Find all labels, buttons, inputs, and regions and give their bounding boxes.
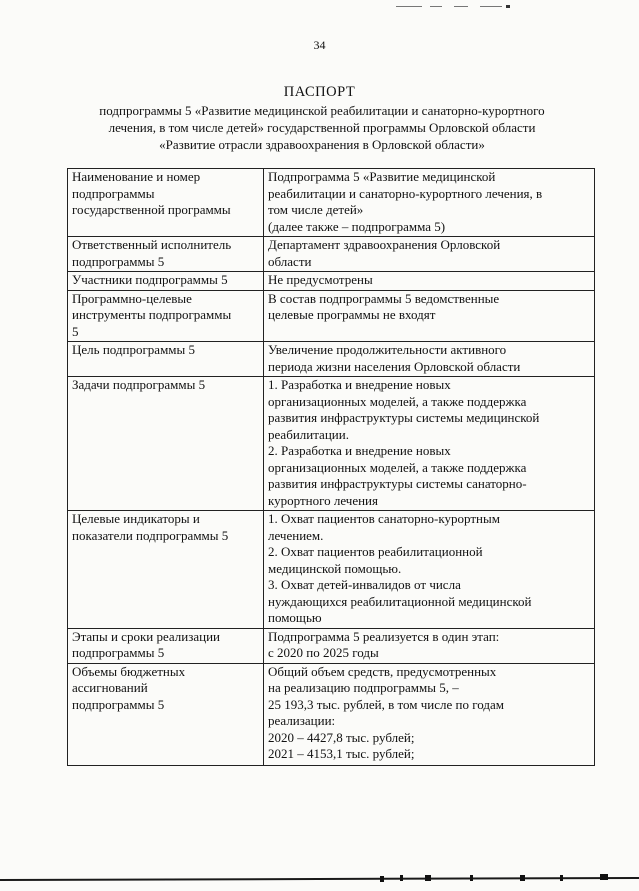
label-line: ассигнований	[72, 680, 148, 695]
value-line: Департамент здравоохранения Орловской	[268, 237, 501, 252]
passport-row-label	[68, 377, 264, 511]
value-line: (далее также – подпрограмма 5)	[268, 218, 446, 234]
value-line: 2021 – 4153,1 тыс. рублей;	[268, 746, 415, 761]
label-line: подпрограммы 5	[72, 645, 165, 660]
label-line: Цель подпрограммы 5	[72, 342, 196, 357]
value-line: помощью	[268, 610, 322, 625]
passport-row-label	[68, 342, 264, 377]
passport-row	[68, 663, 595, 765]
label-line: государственной программы	[72, 202, 231, 217]
label-line: Участники подпрограммы 5	[72, 272, 228, 287]
value-line: Подпрограмма 5 реализуется в один этап:	[268, 628, 500, 644]
passport-row-label	[68, 511, 264, 629]
value-line: реализации:	[268, 713, 336, 728]
value-line: том числе детей»	[268, 202, 364, 217]
passport-row	[68, 169, 595, 237]
label-line: Ответственный исполнитель	[72, 237, 232, 252]
passport-row-label	[68, 663, 264, 765]
value-line: 2. Разработка и внедрение новых	[268, 443, 451, 458]
label-line: Наименование и номер	[72, 169, 201, 184]
passport-row	[68, 237, 595, 272]
passport-row	[68, 377, 595, 511]
subtitle-line: лечения, в том числе детей» государственной программы Орловской области	[108, 120, 536, 135]
value-line: 1. Охват пациентов санаторно-курортным	[268, 511, 500, 526]
label-line: 5	[72, 323, 79, 339]
page-title: ПАСПОРТ	[283, 84, 356, 100]
passport-row-value	[264, 628, 595, 663]
label-line: инструменты подпрограммы	[72, 307, 232, 322]
passport-row-label	[68, 272, 264, 291]
value-line: организационных моделей, а также поддержка	[268, 459, 527, 475]
passport-row-value	[264, 290, 595, 342]
value-line: 2. Охват пациентов реабилитационной	[268, 544, 483, 559]
label-line: подпрограммы 5	[72, 253, 165, 269]
passport-row	[68, 290, 595, 342]
passport-row	[68, 342, 595, 377]
label-line: Этапы и сроки реализации	[72, 628, 220, 644]
subtitle-line: подпрограммы 5 «Развитие медицинской реабилитации и санаторно-курортного	[99, 103, 545, 118]
value-line: курортного лечения	[268, 492, 378, 508]
passport-row-label	[68, 169, 264, 237]
passport-row	[68, 272, 595, 291]
passport-row-value	[264, 663, 595, 765]
subtitle-line: «Развитие отрасли здравоохранения в Орловской области»	[159, 137, 485, 152]
value-line: развития инфраструктуры системы санаторно-	[268, 476, 527, 491]
passport-row-value	[264, 511, 595, 629]
value-line: нуждающихся реабилитационной медицинской	[268, 593, 532, 609]
value-line: реабилитации.	[268, 426, 349, 442]
passport-row-value	[264, 377, 595, 511]
value-line: развития инфраструктуры системы медицинской	[268, 410, 540, 425]
passport-row-label	[68, 628, 264, 663]
passport-row-label	[68, 237, 264, 272]
scan-artifact-bottom	[0, 874, 639, 884]
value-line: Общий объем средств, предусмотренных	[268, 663, 497, 679]
value-line: 1. Разработка и внедрение новых	[268, 377, 451, 392]
value-line: медицинской помощью.	[268, 560, 402, 576]
page-subtitle	[62, 102, 582, 153]
label-line: Объемы бюджетных	[72, 663, 186, 679]
label-line: подпрограммы 5	[72, 696, 165, 712]
scan-artifact-top	[396, 4, 516, 10]
passport-row	[68, 511, 595, 629]
passport-row-value	[264, 272, 595, 291]
value-line: 25 193,3 тыс. рублей, в том числе по годам	[268, 696, 504, 712]
value-line: организационных моделей, а также поддержка	[268, 393, 527, 409]
value-line: Не предусмотрены	[268, 272, 373, 287]
passport-row-value	[264, 169, 595, 237]
passport-row-value	[264, 342, 595, 377]
value-line: Увеличение продолжительности активного	[268, 342, 507, 357]
label-line: показатели подпрограммы 5	[72, 527, 229, 543]
value-line: лечением.	[268, 527, 324, 543]
passport-row	[68, 628, 595, 663]
label-line: подпрограммы	[72, 185, 155, 201]
label-line: Программно-целевые	[72, 290, 192, 306]
value-line: периода жизни населения Орловской области	[268, 358, 521, 374]
value-line: области	[268, 253, 312, 269]
value-line: целевые программы не входят	[268, 307, 436, 322]
label-line: Задачи подпрограммы 5	[72, 377, 206, 392]
value-line: 2020 – 4427,8 тыс. рублей;	[268, 729, 415, 745]
passport-row-label	[68, 290, 264, 342]
value-line: Подпрограмма 5 «Развитие медицинской	[268, 169, 496, 184]
value-line: на реализацию подпрограммы 5, –	[268, 680, 459, 695]
passport-table	[67, 168, 595, 766]
label-line: Целевые индикаторы и	[72, 511, 200, 526]
value-line: 3. Охват детей-инвалидов от числа	[268, 577, 461, 592]
page-number: 34	[313, 38, 326, 52]
value-line: реабилитации и санаторно-курортного лечения, в	[268, 185, 543, 201]
value-line: с 2020 по 2025 годы	[268, 645, 379, 660]
value-line: В состав подпрограммы 5 ведомственные	[268, 290, 500, 306]
passport-row-value	[264, 237, 595, 272]
